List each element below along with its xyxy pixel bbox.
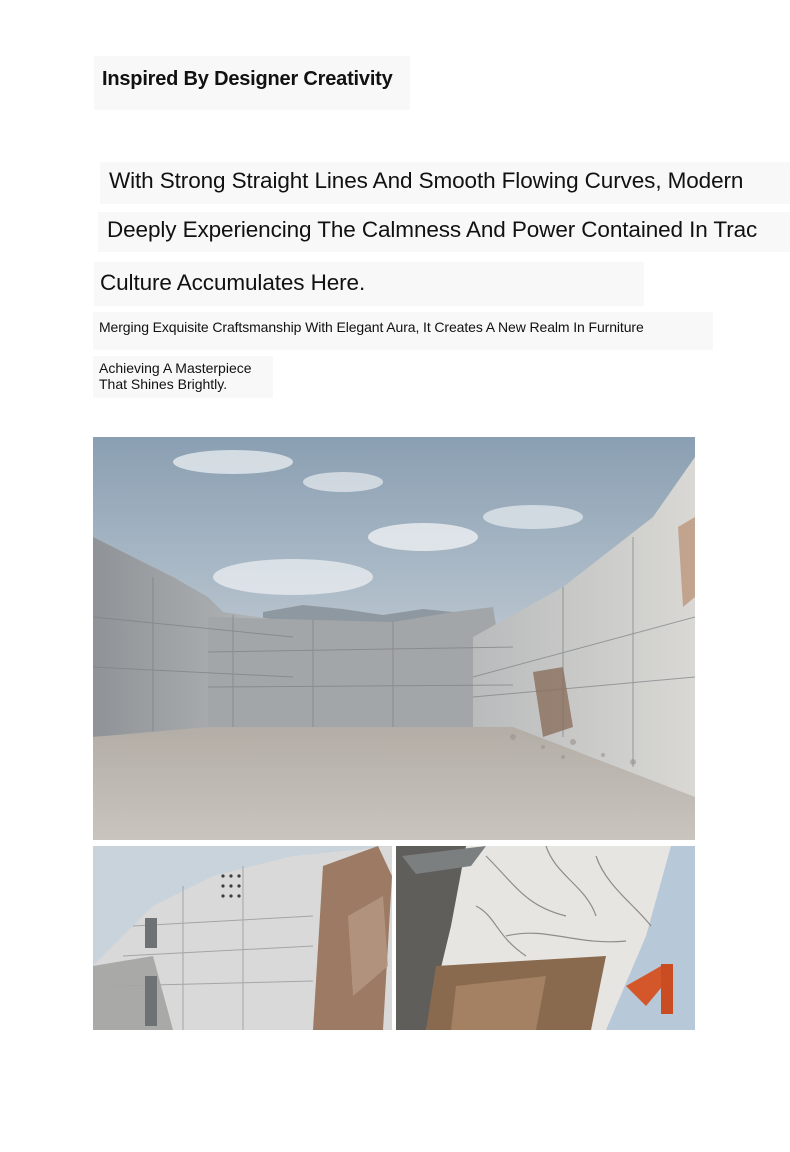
- quarry-wall-photo: [93, 846, 392, 1030]
- page-heading: Inspired By Designer Creativity: [94, 56, 410, 110]
- closing-line-1: Achieving A Masterpiece: [99, 360, 252, 376]
- intro-line-3: Culture Accumulates Here.: [94, 262, 644, 306]
- quarry-main-photo: [93, 437, 695, 840]
- description-line: Merging Exquisite Craftsmanship With Elegant Aura, It Creates A New Realm In Furniture: [93, 312, 713, 350]
- marble-block-photo: [396, 846, 695, 1030]
- closing-text: [93, 356, 273, 398]
- closing-line-2: That Shines Brightly.: [99, 376, 228, 392]
- intro-line-1: With Strong Straight Lines And Smooth Flowing Curves, Modern: [100, 162, 790, 204]
- intro-line-2: Deeply Experiencing The Calmness And Power Contained In Trac: [98, 212, 790, 252]
